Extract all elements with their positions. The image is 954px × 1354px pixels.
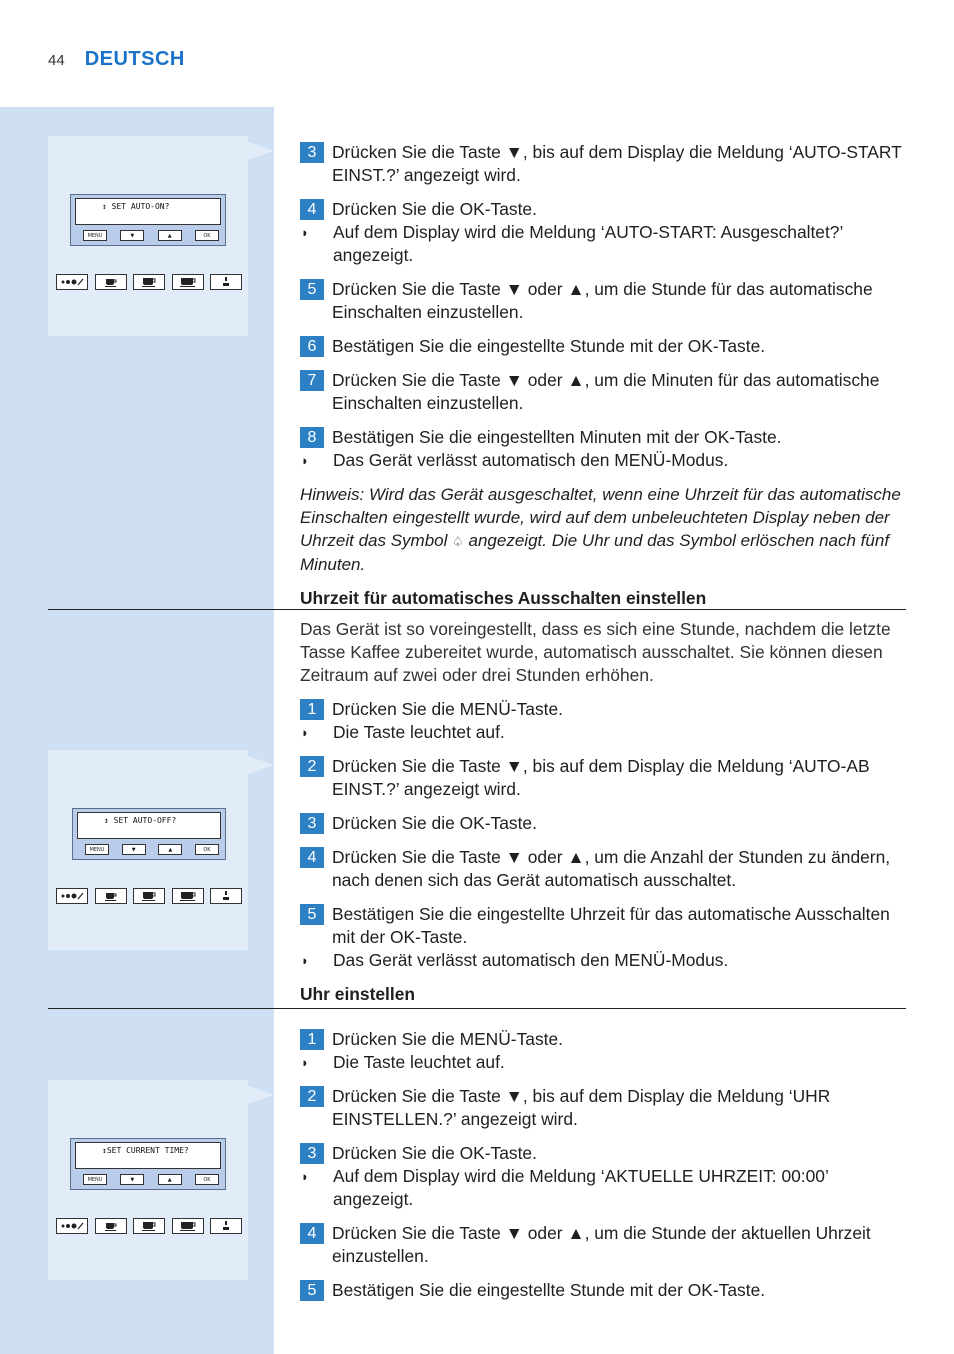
page-header bbox=[48, 48, 185, 71]
step-text: Drücken Sie die MENÜ-Taste. bbox=[332, 699, 563, 719]
page-number: 44 bbox=[48, 52, 65, 69]
down-key: ▼ bbox=[120, 230, 144, 241]
ok-key: OK bbox=[195, 1174, 219, 1185]
step-5 bbox=[300, 278, 910, 324]
section-divider bbox=[48, 1008, 906, 1009]
result-text: Das Gerät verlässt automatisch den MENÜ-Modus. bbox=[333, 450, 729, 470]
coffee-cup-icon bbox=[133, 1218, 165, 1234]
result-text: Das Gerät verlässt automatisch den MENÜ-Modus. bbox=[333, 950, 729, 970]
aroma-strength-icon bbox=[56, 888, 88, 904]
step-text: Drücken Sie die Taste ▼, bis auf dem Display die Meldung ‘AUTO-AB EINST.?’ angezeigt wird. bbox=[332, 756, 870, 799]
hot-water-icon bbox=[210, 1218, 242, 1234]
lcd-display bbox=[75, 1142, 221, 1169]
espresso-cup-icon bbox=[95, 1218, 127, 1234]
control-panel-illustration bbox=[70, 194, 226, 246]
step-text: Drücken Sie die OK-Taste. bbox=[332, 1143, 537, 1163]
step-number: 8 bbox=[300, 427, 324, 448]
step-text: Drücken Sie die Taste ▼, bis auf dem Display die Meldung ‘AUTO-START EINST.?’ angezeigt wird. bbox=[332, 142, 902, 185]
step-text: Drücken Sie die OK-Taste. bbox=[332, 813, 537, 833]
step-text: Bestätigen Sie die eingestellte Stunde mit der OK-Taste. bbox=[332, 1280, 766, 1300]
espresso-cup-icon bbox=[95, 888, 127, 904]
section-heading-auto-off: Uhrzeit für automatisches Ausschalten einstellen bbox=[300, 588, 707, 608]
result-text: Auf dem Display wird die Meldung ‘AUTO-START: Ausgeschaltet?’ angezeigt. bbox=[333, 222, 843, 265]
step-3 bbox=[300, 812, 910, 835]
step-5 bbox=[300, 1279, 910, 1302]
step-result bbox=[300, 949, 910, 972]
large-coffee-cup-icon bbox=[172, 274, 204, 290]
step-text: Drücken Sie die Taste ▼, bis auf dem Display die Meldung ‘UHR EINSTELLEN.?’ angezeigt wird. bbox=[332, 1086, 831, 1129]
step-text: Drücken Sie die MENÜ-Taste. bbox=[332, 1029, 563, 1049]
menu-key: MENU bbox=[83, 1174, 107, 1185]
step-text: Bestätigen Sie die eingestellte Stunde mit der OK-Taste. bbox=[332, 336, 766, 356]
result-bullet-icon: ◗ bbox=[301, 1169, 309, 1184]
step-text: Bestätigen Sie die eingestellte Uhrzeit für das automatische Ausschalten mit der OK-Taste. bbox=[332, 904, 890, 947]
step-number: 7 bbox=[300, 370, 324, 391]
brew-button-row bbox=[56, 1218, 242, 1234]
section-divider bbox=[48, 609, 906, 610]
brew-button-row bbox=[56, 274, 242, 290]
menu-key: MENU bbox=[83, 230, 107, 241]
step-2 bbox=[300, 755, 910, 801]
step-number: 6 bbox=[300, 336, 324, 357]
step-4 bbox=[300, 1222, 910, 1268]
result-text: Die Taste leuchtet auf. bbox=[333, 1052, 505, 1072]
control-panel-illustration bbox=[70, 1138, 226, 1190]
illustration-panel-auto-off bbox=[48, 750, 248, 950]
panel-pointer bbox=[248, 1086, 274, 1104]
brew-button-row bbox=[56, 888, 242, 904]
illustration-panel-auto-on bbox=[48, 136, 248, 336]
hot-water-icon bbox=[210, 888, 242, 904]
language-title: DEUTSCH bbox=[84, 48, 185, 70]
step-result bbox=[300, 721, 910, 744]
hot-water-icon bbox=[210, 274, 242, 290]
coffee-cup-icon bbox=[133, 888, 165, 904]
step-number: 4 bbox=[300, 847, 324, 868]
step-number: 4 bbox=[300, 199, 324, 220]
step-text: Bestätigen Sie die eingestellten Minuten mit der OK-Taste. bbox=[332, 427, 782, 447]
step-number: 3 bbox=[300, 142, 324, 163]
step-7 bbox=[300, 369, 910, 415]
step-result bbox=[300, 449, 910, 472]
step-text: Drücken Sie die OK-Taste. bbox=[332, 199, 537, 219]
step-3 bbox=[300, 141, 910, 187]
step-1 bbox=[300, 1028, 910, 1051]
lcd-text: ↕ SET AUTO-ON? bbox=[102, 202, 170, 211]
result-bullet-icon: ◗ bbox=[301, 725, 309, 740]
step-text: Drücken Sie die Taste ▼ oder ▲, um die Minuten für das automatische Einschalten einzustellen. bbox=[332, 370, 880, 413]
step-1 bbox=[300, 698, 910, 721]
step-result bbox=[300, 1051, 910, 1074]
step-text: Drücken Sie die Taste ▼ oder ▲, um die Anzahl der Stunden zu ändern, nach denen sich das Gerät automatisch ausschaltet. bbox=[332, 847, 891, 890]
aroma-strength-icon bbox=[56, 1218, 88, 1234]
section-clock-steps bbox=[300, 1028, 910, 1313]
step-result bbox=[300, 221, 910, 267]
step-number: 1 bbox=[300, 1029, 324, 1050]
espresso-cup-icon bbox=[95, 274, 127, 290]
illustration-panel-current-time bbox=[48, 1080, 248, 1280]
section-auto-on-steps bbox=[300, 141, 910, 610]
section-heading-clock: Uhr einstellen bbox=[300, 984, 416, 1004]
result-bullet-icon: ◗ bbox=[301, 225, 309, 240]
ok-key: OK bbox=[195, 844, 219, 855]
menu-key: MENU bbox=[85, 844, 109, 855]
coffee-cup-icon bbox=[133, 274, 165, 290]
step-text: Drücken Sie die Taste ▼ oder ▲, um die Stunde der aktuellen Uhrzeit einzustellen. bbox=[332, 1223, 871, 1266]
result-bullet-icon: ◗ bbox=[301, 953, 309, 968]
large-coffee-cup-icon bbox=[172, 1218, 204, 1234]
step-number: 5 bbox=[300, 279, 324, 300]
step-result bbox=[300, 1165, 910, 1211]
step-number: 5 bbox=[300, 1280, 324, 1301]
down-key: ▼ bbox=[120, 1174, 144, 1185]
step-number: 2 bbox=[300, 1086, 324, 1107]
control-panel-illustration bbox=[72, 808, 226, 860]
step-4 bbox=[300, 198, 910, 221]
step-5 bbox=[300, 903, 910, 949]
large-coffee-cup-icon bbox=[172, 888, 204, 904]
up-key: ▲ bbox=[158, 1174, 182, 1185]
result-bullet-icon: ◗ bbox=[301, 1055, 309, 1070]
step-2 bbox=[300, 1085, 910, 1131]
note-text: Hinweis: Wird das Gerät ausgeschaltet, wenn eine Uhrzeit für das automatische Einschalten eingestellt wurde, wird auf dem unbeleuchteten Display neben der Uhrzeit das Symbol ♤ angezeigt. Die Uhr und das Symbol erlöschen nach fünf Minuten. bbox=[300, 485, 901, 574]
step-3 bbox=[300, 1142, 910, 1165]
step-number: 5 bbox=[300, 904, 324, 925]
section-auto-off-steps bbox=[300, 618, 910, 1006]
up-key: ▲ bbox=[158, 230, 182, 241]
alarm-bell-icon: ♤ bbox=[452, 534, 464, 549]
down-key: ▼ bbox=[122, 844, 146, 855]
aroma-strength-icon bbox=[56, 274, 88, 290]
up-key: ▲ bbox=[158, 844, 182, 855]
result-text: Auf dem Display wird die Meldung ‘AKTUELLE UHRZEIT: 00:00’ angezeigt. bbox=[333, 1166, 829, 1209]
section-intro: Das Gerät ist so voreingestellt, dass es sich eine Stunde, nachdem die letzte Tasse Kaffee zubereitet wurde, automatisch ausschaltet. Sie können diesen Zeitraum auf zwei oder drei Stunden erhöhen. bbox=[300, 619, 891, 685]
lcd-text: ↕ SET AUTO-OFF? bbox=[104, 816, 177, 825]
step-8 bbox=[300, 426, 910, 449]
lcd-text: ↕SET CURRENT TIME? bbox=[102, 1146, 189, 1155]
lcd-display bbox=[77, 812, 221, 839]
panel-pointer bbox=[248, 142, 274, 160]
step-6 bbox=[300, 335, 910, 358]
panel-pointer bbox=[248, 756, 274, 774]
step-text: Drücken Sie die Taste ▼ oder ▲, um die Stunde für das automatische Einschalten einzustellen. bbox=[332, 279, 873, 322]
step-number: 3 bbox=[300, 1143, 324, 1164]
step-number: 1 bbox=[300, 699, 324, 720]
step-number: 3 bbox=[300, 813, 324, 834]
result-text: Die Taste leuchtet auf. bbox=[333, 722, 505, 742]
step-number: 4 bbox=[300, 1223, 324, 1244]
ok-key: OK bbox=[195, 230, 219, 241]
step-number: 2 bbox=[300, 756, 324, 777]
result-bullet-icon: ◗ bbox=[301, 453, 309, 468]
step-4 bbox=[300, 846, 910, 892]
lcd-display bbox=[75, 198, 221, 225]
